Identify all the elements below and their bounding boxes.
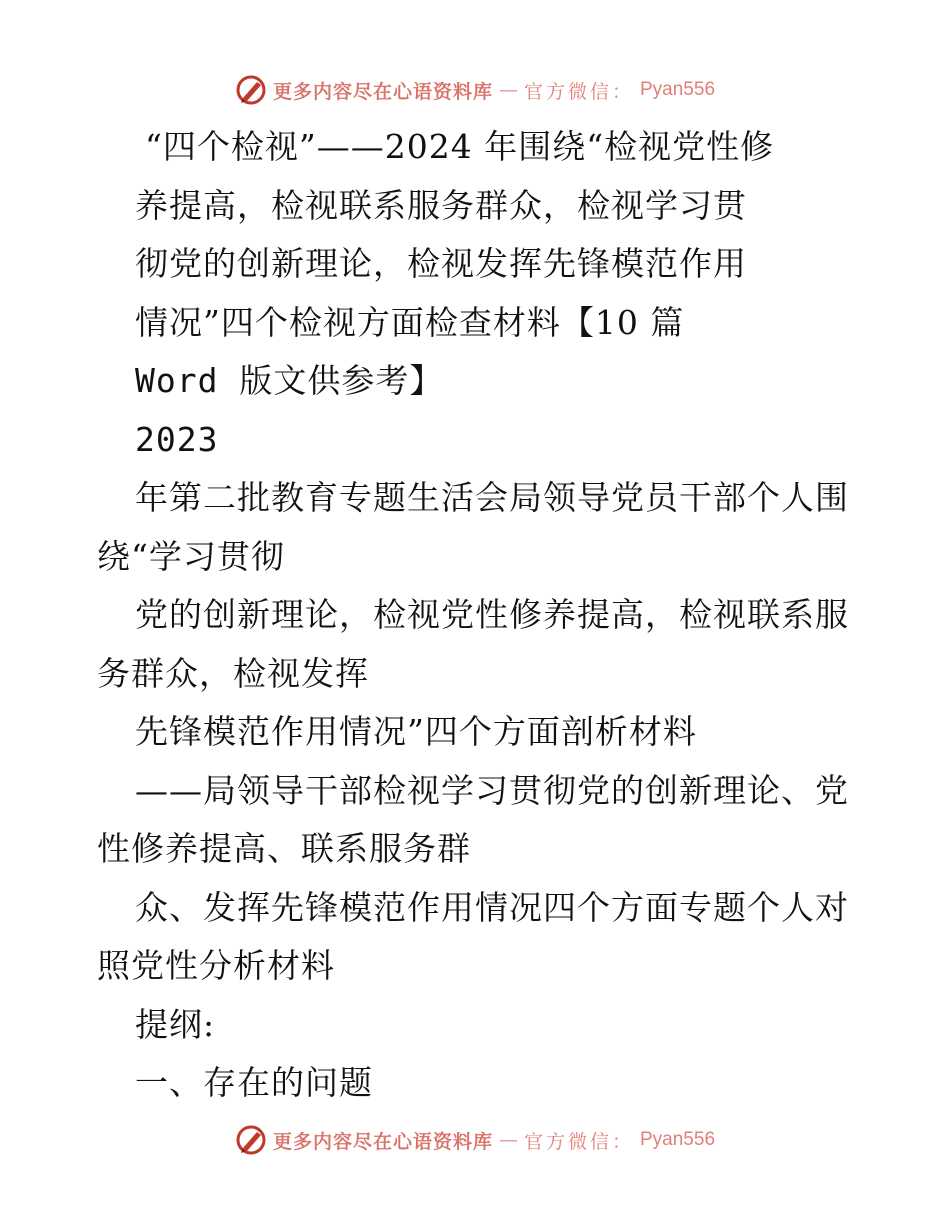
paragraph-line: 先锋模范作用情况”四个方面剖析材料 (135, 712, 697, 751)
paragraph-line: 绕“学习贯彻 (97, 536, 285, 576)
watermark-separator: — (498, 79, 518, 101)
paragraph-line: 照党性分析材料 (97, 946, 335, 985)
document-body (97, 118, 867, 1113)
title-line-3: 彻党的创新理论，检视发挥先锋模范作用 (135, 244, 747, 283)
red-pen-logo-icon (235, 1124, 267, 1156)
watermark-wechat-label: 官方微信： (523, 1130, 634, 1153)
paragraph-line: 众、发挥先锋模范作用情况四个方面专题个人对 (135, 887, 849, 927)
paragraph-line: ——局领导干部检视学习贯彻党的创新理论、党 (135, 770, 849, 810)
title-line-2: 养提高，检视联系服务群众，检视学习贯 (135, 185, 747, 225)
watermark-brand: 更多内容尽在心语资料库 (272, 80, 493, 103)
paragraph-line: 年第二批教育专题生活会局领导党员干部个人围 (135, 478, 849, 517)
section-heading-problems: 一、存在的问题 (135, 1063, 373, 1102)
title-line-1: “四个检视”——2024 年围绕“检视党性修 (145, 127, 775, 166)
watermark-wechat-id: Pyan556 (640, 79, 716, 100)
red-pen-logo-icon (235, 74, 267, 106)
title-line-4: 情况”四个检视方面检查材料【10 篇 (135, 302, 685, 342)
watermark-footer (0, 1122, 950, 1158)
outline-heading: 提纲: (135, 1004, 216, 1044)
watermark-wechat-label: 官方微信： (523, 80, 634, 103)
paragraph-line: 性修养提高、联系服务群 (97, 829, 471, 868)
watermark-wechat-id: Pyan556 (640, 1129, 716, 1150)
paragraph-line: 党的创新理论，检视党性修养提高，检视联系服 (135, 595, 849, 634)
watermark-separator: — (498, 1129, 518, 1151)
watermark-brand: 更多内容尽在心语资料库 (272, 1130, 493, 1153)
watermark-header (0, 72, 950, 108)
year-line: 2023 (135, 419, 219, 459)
title-line-5: Word 版文供参考】 (135, 361, 444, 400)
paragraph-line: 务群众，检视发挥 (97, 653, 369, 693)
